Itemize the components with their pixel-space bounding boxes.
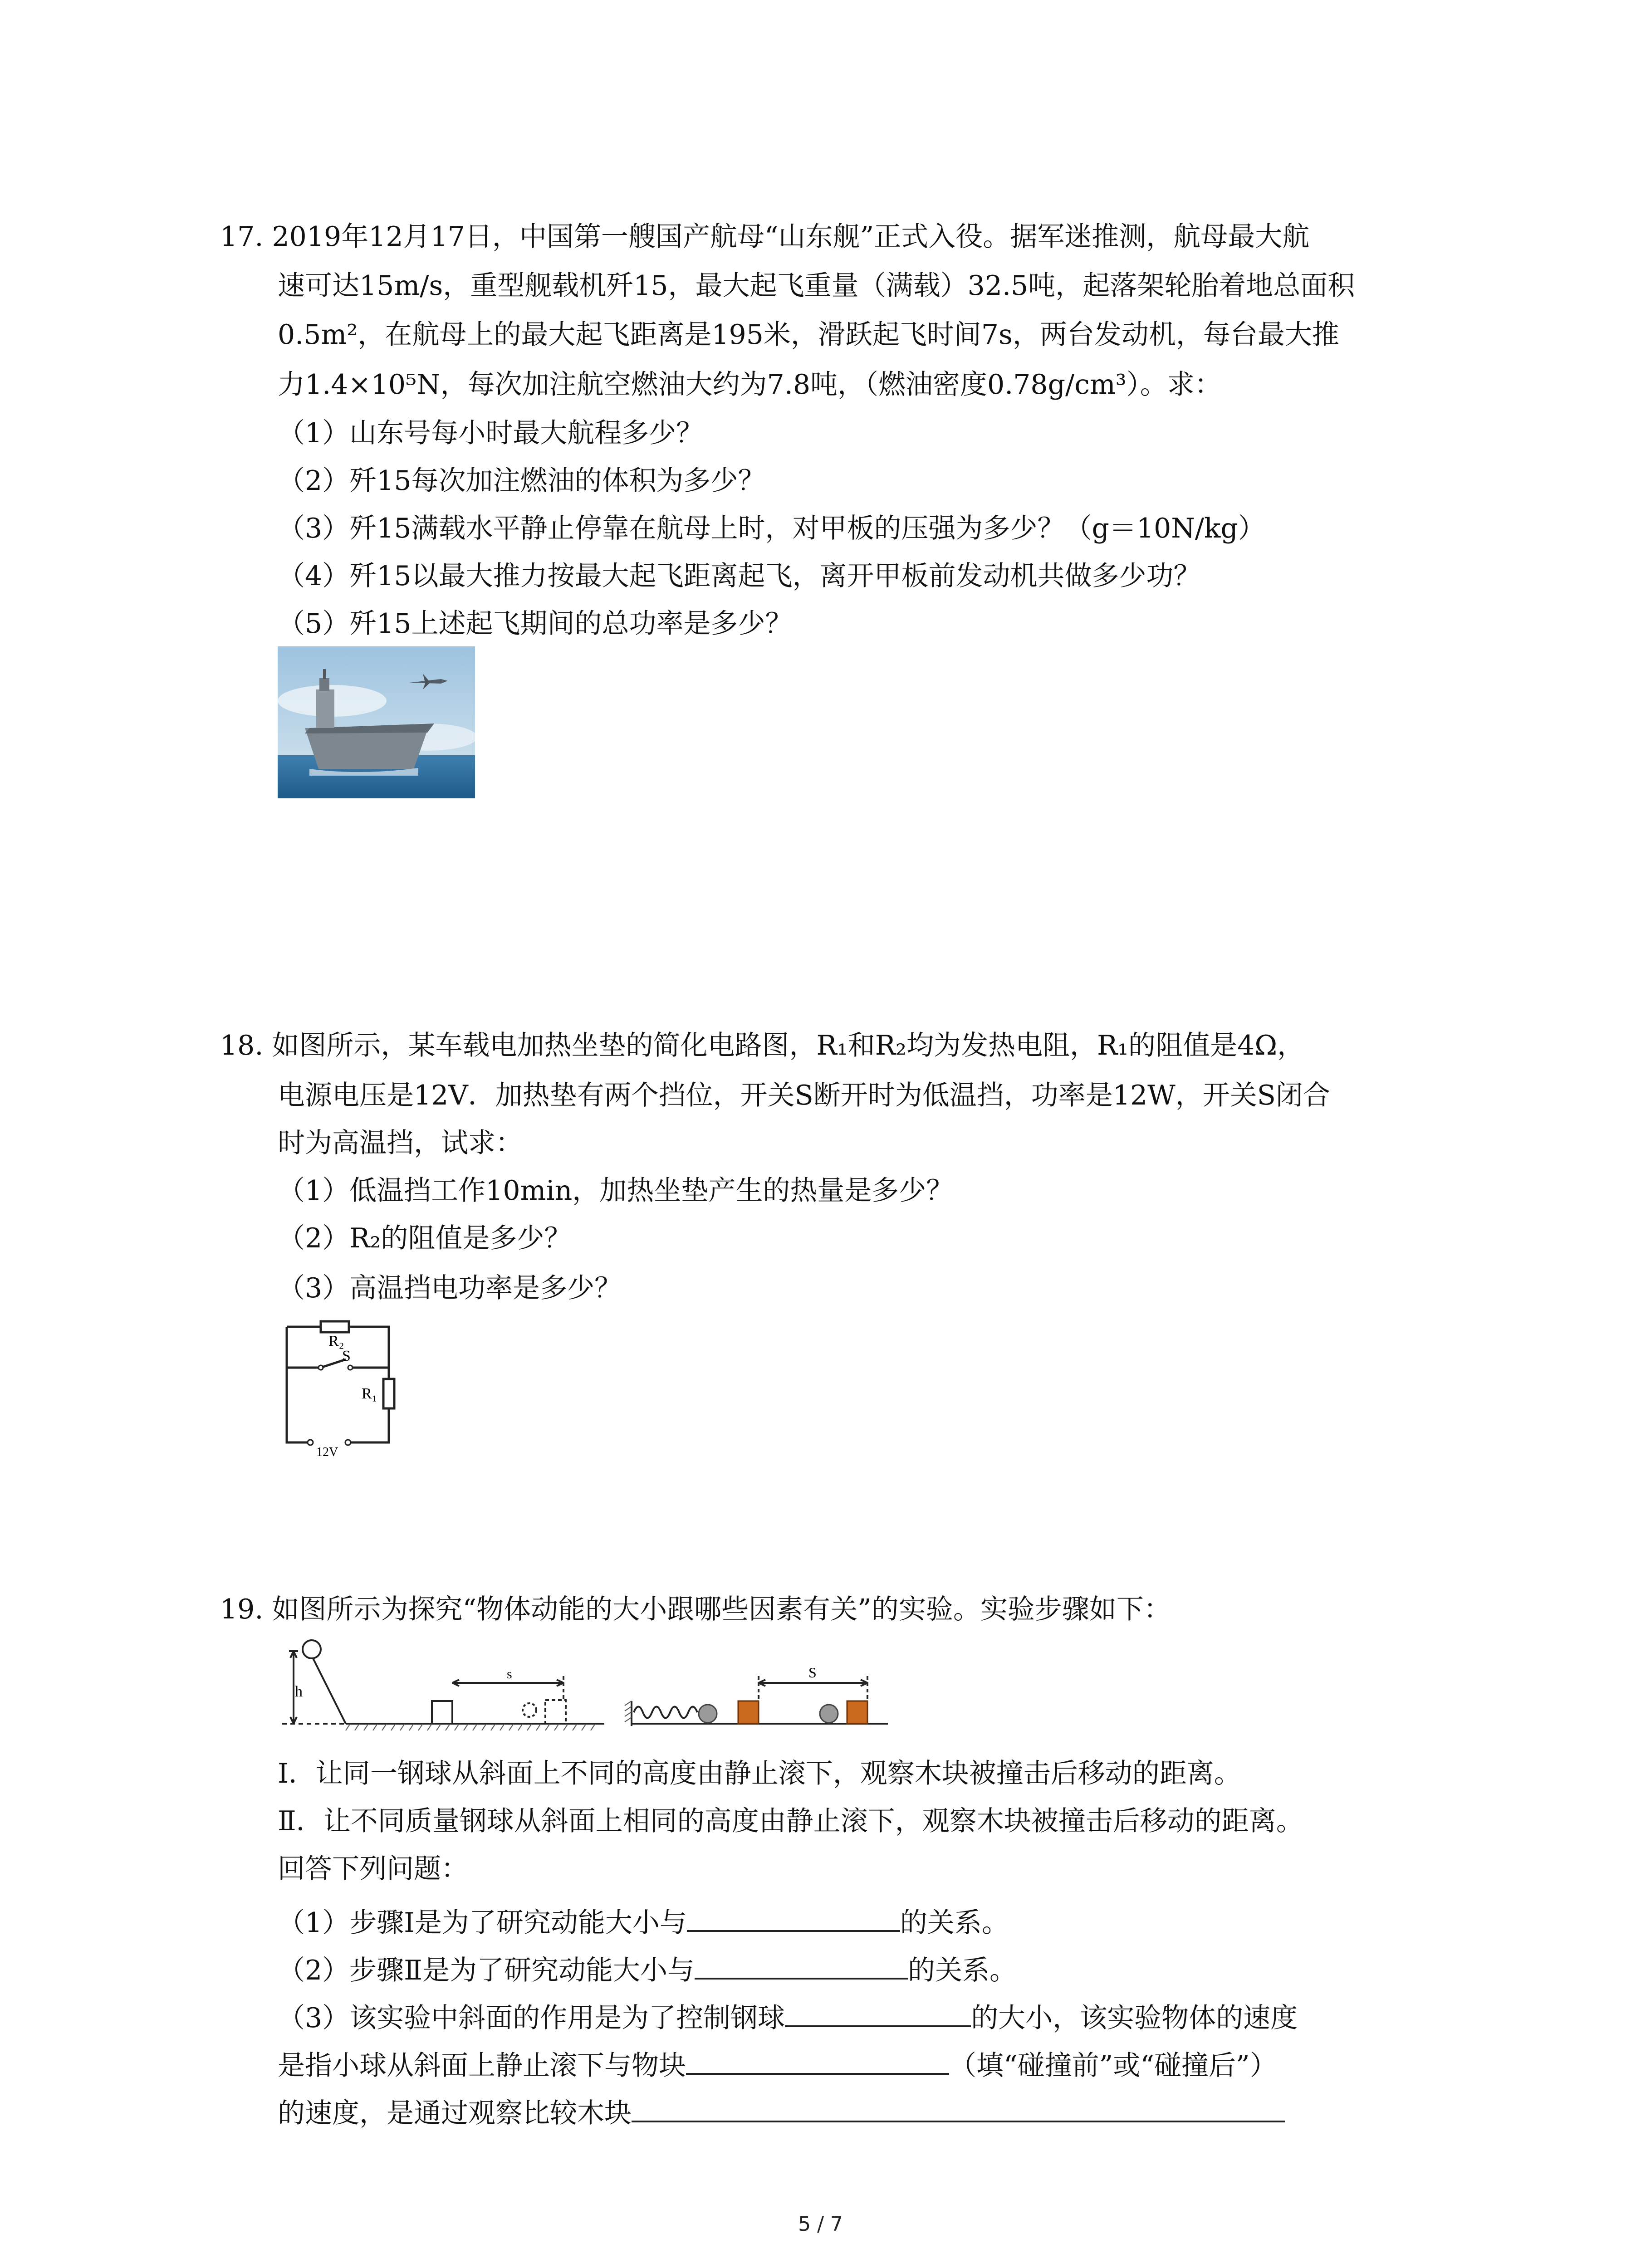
distance-label-2: S: [808, 1664, 817, 1681]
q17-line-1: 17. 2019年12月17日，中国第一艘国产航母“山东舰”正式入役。据军迷推测，航母最大航: [220, 221, 1310, 253]
q19-part-1: [278, 1903, 1009, 1939]
q17-part-5: （5）歼15上述起飞期间的总功率是多少？: [278, 608, 793, 640]
q19-part-3-text-e: 的速度，是通过观察比较木块: [278, 2097, 632, 2129]
q17-line-4: 力1.4×10⁵N，每次加注航空燃油大约为7.8吨，（燃油密度0.78g/cm³）。求：: [278, 369, 1222, 401]
q17-line-3: 0.5m²，在航母上的最大起飞距离是195米，滑跃起飞时间7s，两台发动机，每台最大推: [278, 319, 1339, 351]
q19-step-2: Ⅱ．让不同质量钢球从斜面上相同的高度由静止滚下，观察木块被撞击后移动的距离。: [278, 1805, 1303, 1837]
q19-part-3-line-2: [278, 2046, 1277, 2082]
q17-line-2: 速可达15m/s，重型舰载机歼15，最大起飞重量（满载）32.5吨，起落架轮胎着地总面积: [278, 270, 1355, 302]
q19-part-3-text-d: （填“碰撞前”或“碰撞后”）: [949, 2050, 1277, 2082]
q19-part-3: [278, 1998, 1298, 2032]
q17-part-3: （3）歼15满载水平静止停靠在航母上时，对甲板的压强为多少？（g＝10N/kg）: [278, 513, 1265, 544]
q18-line-1: 18. 如图所示，某车载电加热坐垫的简化电路图，R₁和R₂均为发热电阻，R₁的阻值是4Ω，: [220, 1030, 1305, 1061]
q19-part-3-text-a: （3）该实验中斜面的作用是为了控制钢球: [278, 2002, 785, 2034]
q19-part-2-text-a: （2）步骤Ⅱ是为了研究动能大小与: [278, 1955, 695, 1986]
r2-label: R₂: [328, 1333, 344, 1349]
switch-label: S: [342, 1348, 351, 1364]
q19-part-1-text-b: 的关系。: [900, 1907, 1009, 1939]
r1-label: R₁: [362, 1385, 377, 1402]
q19-part-3-text-b: 的大小，该实验物体的速度: [971, 2002, 1298, 2034]
q19-step-1: Ⅰ．让同一钢球从斜面上不同的高度由静止滚下，观察木块被撞击后移动的距离。: [278, 1758, 1241, 1789]
distance-label-1: s: [507, 1667, 512, 1681]
voltage-label: 12V: [316, 1445, 338, 1458]
q17-part-4: （4）歼15以最大推力按最大起飞距离起飞，离开甲板前发动机共做多少功？: [278, 560, 1201, 592]
height-label: h: [295, 1683, 303, 1700]
q18-part-3: （3）高温挡电功率是多少？: [278, 1272, 622, 1304]
q19-intro: 19. 如图所示为探究“物体动能的大小跟哪些因素有关”的实验。实验步骤如下：: [220, 1593, 1171, 1625]
q19-part-3-line-3: [278, 2093, 1285, 2127]
q17-part-1: （1）山东号每小时最大航程多少？: [278, 417, 704, 449]
q18-line-2: 电源电压是12V．加热垫有两个挡位，开关S断开时为低温挡，功率是12W，开关S闭合: [278, 1080, 1330, 1111]
q19-part-3-blank-1[interactable]: [785, 1998, 971, 2027]
q18-line-3: 时为高温挡，试求：: [278, 1127, 523, 1159]
q19-part-1-text-a: （1）步骤Ⅰ是为了研究动能大小与: [278, 1907, 687, 1939]
heating-circuit-diagram: [278, 1318, 409, 1458]
q19-part-2-blank[interactable]: [695, 1950, 908, 1980]
page-number: 5 / 7: [798, 2213, 843, 2236]
q19-part-1-blank[interactable]: [687, 1903, 900, 1932]
q19-part-2: [278, 1950, 1017, 1984]
q19-part-2-text-b: 的关系。: [907, 1955, 1017, 1986]
q17-part-2: （2）歼15每次加注燃油的体积为多少？: [278, 465, 765, 497]
q19-part-3-blank-3[interactable]: [632, 2093, 1285, 2122]
q18-part-2: （2）R₂的阻值是多少？: [278, 1222, 572, 1254]
q19-part-3-blank-2[interactable]: [686, 2046, 949, 2075]
aircraft-carrier-photo: [278, 646, 475, 798]
q18-part-1: （1）低温挡工作10min，加热坐垫产生的热量是多少？: [278, 1175, 954, 1207]
kinetic-energy-experiment-figure: [278, 1633, 913, 1742]
q19-answer-prompt: 回答下列问题：: [278, 1853, 468, 1885]
q19-part-3-text-c: 是指小球从斜面上静止滚下与物块: [278, 2050, 686, 2082]
